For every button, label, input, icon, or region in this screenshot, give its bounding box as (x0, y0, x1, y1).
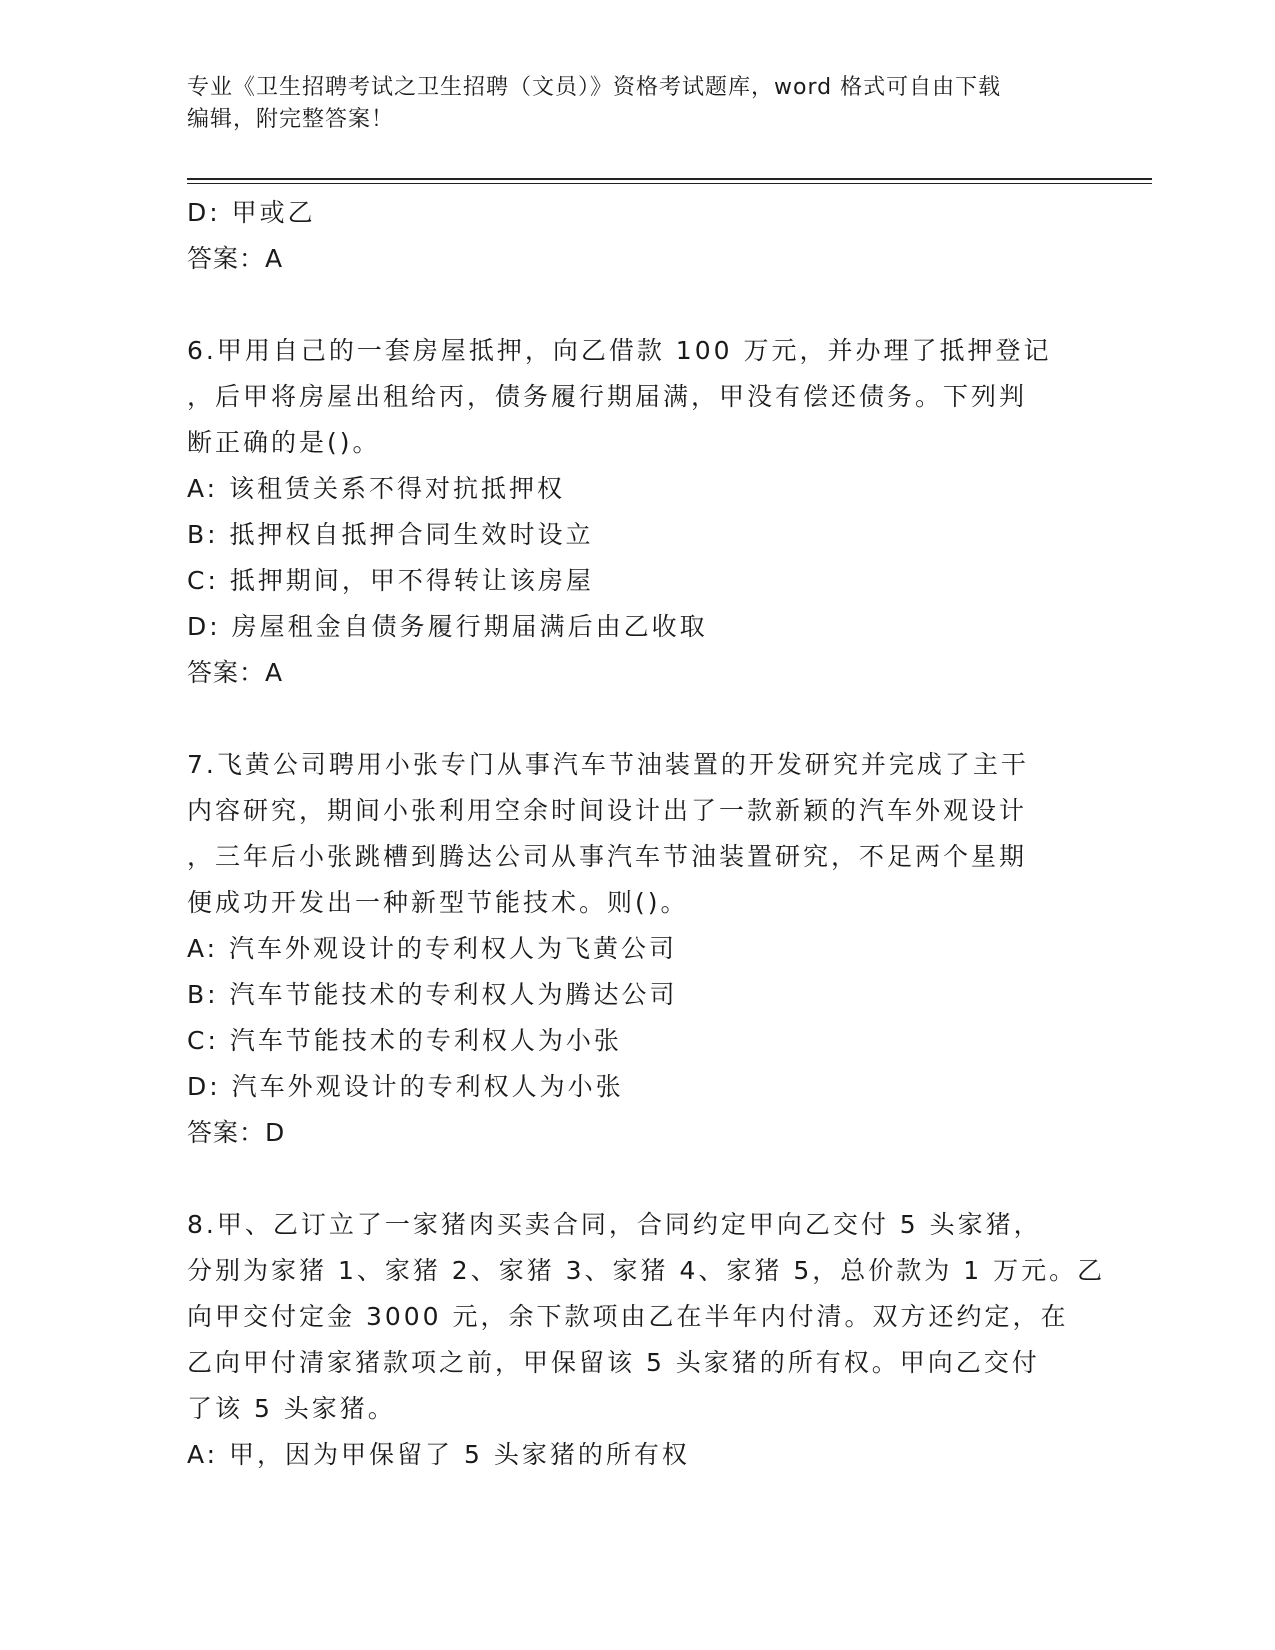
question-8 (187, 1202, 1106, 1478)
question-stem-line: 内容研究，期间小张利用空余时间设计出了一款新颖的汽车外观设计 (187, 796, 1028, 825)
option-b: B: 汽车节能技术的专利权人为腾达公司 (187, 980, 678, 1009)
option-d: D: 甲或乙 (187, 198, 316, 227)
spacer (187, 282, 1087, 328)
question-stem-line: 了该 5 头家猪。 (187, 1394, 396, 1423)
question-stem-line: 7.飞黄公司聘用小张专门从事汽车节油装置的开发研究并完成了主干 (187, 750, 1029, 779)
question-stem-line: 乙向甲付清家猪款项之前，甲保留该 5 头家猪的所有权。甲向乙交付 (187, 1348, 1040, 1377)
option-c: C: 抵押期间，甲不得转让该房屋 (187, 566, 594, 595)
question-stem-line: 分别为家猪 1、家猪 2、家猪 3、家猪 4、家猪 5，总价款为 1 万元。乙 (187, 1256, 1106, 1285)
answer-line: 答案：A (187, 658, 284, 687)
question-stem-line: 8.甲、乙订立了一家猪肉买卖合同，合同约定甲向乙交付 5 头家猪， (187, 1210, 1042, 1239)
question-stem-line: 向甲交付定金 3000 元，余下款项由乙在半年内付清。双方还约定，在 (187, 1302, 1069, 1331)
option-a: A: 甲，因为甲保留了 5 头家猪的所有权 (187, 1440, 690, 1469)
header-line-2: 编辑，附完整答案！ (187, 107, 395, 132)
question-stem-line: 6.甲用自己的一套房屋抵押，向乙借款 100 万元，并办理了抵押登记 (187, 336, 1052, 365)
spacer (187, 696, 1087, 742)
question-stem-line: 便成功开发出一种新型节能技术。则()。 (187, 888, 689, 917)
question-6 (187, 328, 1087, 696)
option-d: D: 房屋租金自债务履行期届满后由乙收取 (187, 612, 708, 641)
spacer (187, 1156, 1087, 1202)
question-stem-line: ，后甲将房屋出租给丙，债务履行期届满，甲没有偿还债务。下列判 (187, 382, 1028, 411)
option-a: A: 汽车外观设计的专利权人为飞黄公司 (187, 934, 678, 963)
option-d: D: 汽车外观设计的专利权人为小张 (187, 1072, 624, 1101)
header-line-1: 专业《卫生招聘考试之卫生招聘（文员）》资格考试题库，word 格式可自由下载 (187, 75, 1002, 100)
document-header (187, 72, 1087, 136)
question-stem-line: ，三年后小张跳槽到腾达公司从事汽车节油装置研究，不足两个星期 (187, 842, 1028, 871)
option-c: C: 汽车节能技术的专利权人为小张 (187, 1026, 622, 1055)
question-7 (187, 742, 1087, 1156)
option-b: B: 抵押权自抵押合同生效时设立 (187, 520, 594, 549)
option-a: A: 该租赁关系不得对抗抵押权 (187, 474, 566, 503)
answer-line: 答案：A (187, 244, 284, 273)
document-body (187, 190, 1106, 1478)
question-5-tail (187, 190, 1087, 282)
header-divider-thick (187, 178, 1152, 180)
answer-line: 答案：D (187, 1118, 286, 1147)
header-divider-thin (187, 183, 1152, 184)
question-stem-line: 断正确的是()。 (187, 428, 381, 457)
